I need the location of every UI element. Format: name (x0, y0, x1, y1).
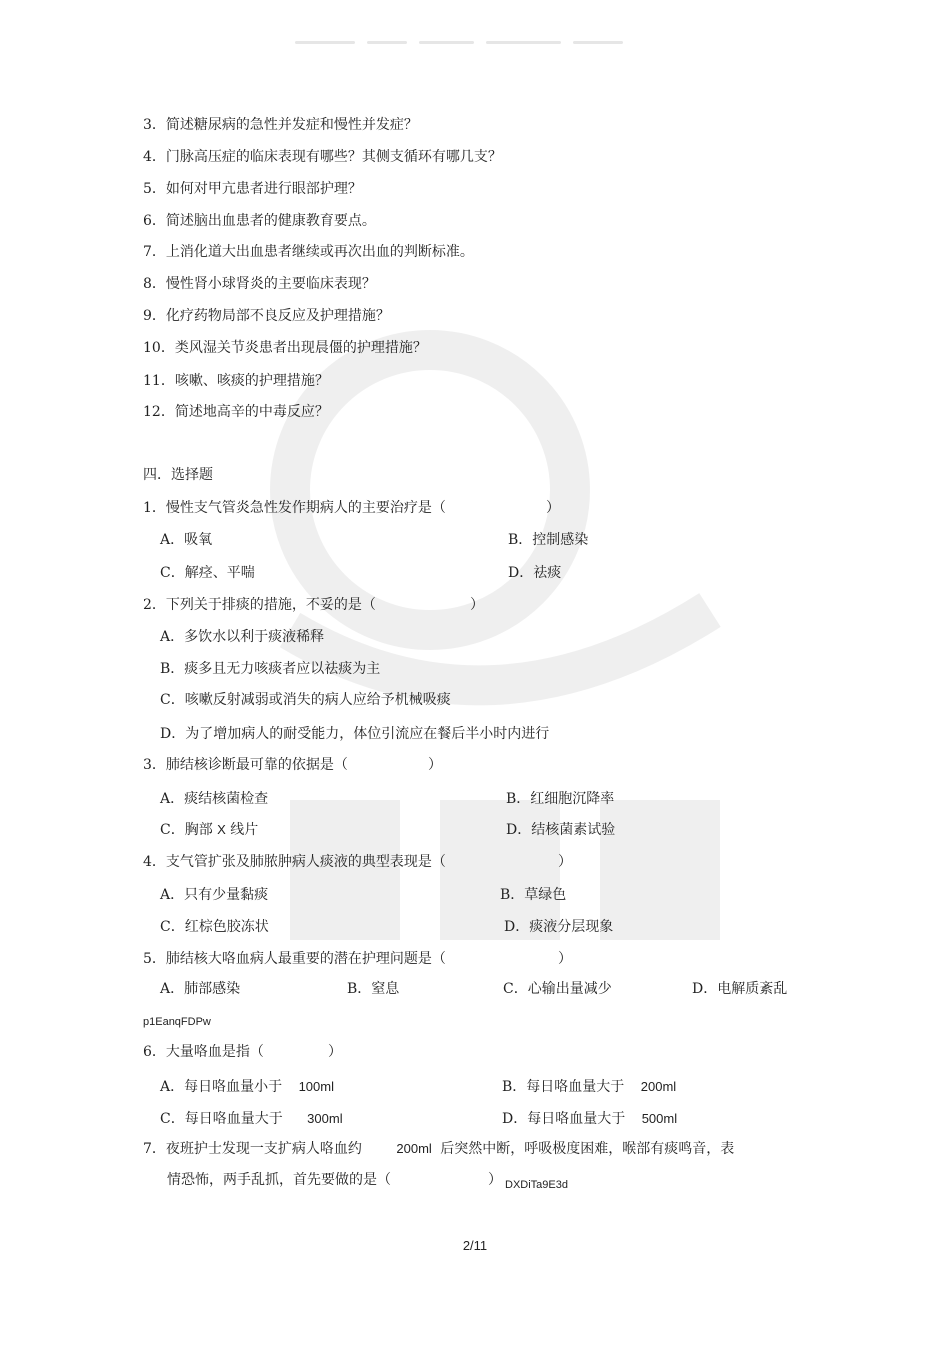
mc-q3-stem: 3．肺结核诊断最可靠的依据是（ (143, 757, 348, 773)
mc-q7-stem-line1 (143, 1140, 734, 1158)
page-number: 2/11 (462, 1238, 488, 1253)
question-8: 8．慢性肾小球肾炎的主要临床表现？ (143, 276, 376, 292)
mc-q3-option-c-pre: C．胸部 (160, 822, 213, 838)
question-12: 12．简述地高辛的中毒反应？ (143, 404, 329, 420)
mc-q6-option-a (160, 1078, 334, 1096)
mc-q5-option-b: B．窒息 (347, 981, 400, 997)
mc-q7-stem-value: 200ml (396, 1141, 432, 1156)
mc-q3-option-b: B．红细胞沉降率 (506, 791, 615, 807)
question-3: 3．简述糖尿病的急性并发症和慢性并发症？ (143, 117, 418, 133)
mc-q6-option-b-pre: B．每日咯血量大于 (502, 1079, 625, 1095)
mc-q6-option-b-value: 200ml (640, 1079, 677, 1094)
mc-q2-option-b: B．痰多且无力咳痰者应以祛痰为主 (160, 661, 381, 677)
section-title: 四．选择题 (143, 467, 213, 483)
mc-q6-close: ） (328, 1044, 342, 1060)
question-6: 6．简述脑出血患者的健康教育要点。 (143, 213, 376, 229)
mc-q5-stem: 5．肺结核大咯血病人最重要的潜在护理问题是（ (143, 951, 446, 967)
question-4: 4．门脉高压症的临床表现有哪些？其侧支循环有哪几支？ (143, 149, 502, 165)
mc-q6-option-a-value: 100ml (298, 1079, 334, 1094)
question-10: 10．类风湿关节炎患者出现晨僵的护理措施？ (143, 340, 427, 356)
mc-q1-option-a: A．吸氧 (160, 532, 213, 548)
mc-q2-stem: 2．下列关于排痰的措施，不妥的是（ (143, 597, 376, 613)
mc-q7-close: ） (488, 1172, 502, 1188)
mc-q4-close: ） (558, 854, 572, 870)
mc-q2-option-c: C．咳嗽反射减弱或消失的病人应给予机械吸痰 (160, 692, 451, 708)
mc-q6-option-c-pre: C．每日咯血量大于 (160, 1111, 283, 1127)
mc-q3-option-a: A．痰结核菌检查 (160, 791, 269, 807)
mc-q5-close: ） (558, 951, 572, 967)
mc-q4-option-b: B．草绿色 (500, 887, 567, 903)
mc-q4-option-d: D．痰液分层现象 (504, 919, 614, 935)
mc-q6-option-d-value: 500ml (641, 1111, 678, 1126)
mc-q7-stem-post: 后突然中断，呼吸极度困难，喉部有痰鸣音，表 (440, 1141, 735, 1157)
mc-q3-option-c (160, 821, 258, 839)
mc-q6-option-c (160, 1110, 343, 1128)
mc-q1-close: ） (546, 500, 560, 516)
question-9: 9．化疗药物局部不良反应及护理措施？ (143, 308, 390, 324)
mc-q3-option-c-x: X (217, 822, 226, 837)
mc-q2-option-a: A．多饮水以利于痰液稀释 (160, 629, 325, 645)
mc-q1-option-b: B．控制感染 (508, 532, 589, 548)
mc-q3-close: ） (428, 757, 442, 773)
mc-q1-option-c: C．解痉、平喘 (160, 565, 255, 581)
mc-q4-option-c: C．红棕色胶冻状 (160, 919, 269, 935)
mc-q1-option-d: D．祛痰 (508, 565, 562, 581)
question-5: 5．如何对甲亢患者进行眼部护理？ (143, 181, 362, 197)
mc-q6-option-b (502, 1078, 676, 1096)
mc-q3-option-d: D．结核菌素试验 (506, 822, 616, 838)
mc-q7-code: DXDiTa9E3d (505, 1179, 568, 1191)
mc-q6-option-c-value: 300ml (307, 1111, 343, 1126)
mc-q6-stem: 6．大量咯血是指（ (143, 1044, 264, 1060)
mc-q4-option-a: A．只有少量黏痰 (160, 887, 269, 903)
mc-q7-stem-line2: 情恐怖，两手乱抓，首先要做的是（ (167, 1172, 391, 1188)
mc-q1-stem: 1．慢性支气管炎急性发作期病人的主要治疗是（ (143, 500, 446, 516)
mc-q5-option-d: D．电解质紊乱 (692, 981, 788, 997)
mc-q3-option-c-post: 线片 (230, 822, 259, 838)
mc-q2-close: ） (470, 597, 484, 613)
mc-q6-option-d (502, 1110, 677, 1128)
faded-header (295, 32, 660, 42)
mc-q2-option-d: D．为了增加病人的耐受能力，体位引流应在餐后半小时内进行 (160, 726, 550, 742)
mc-q5-option-a: A．肺部感染 (160, 981, 241, 997)
question-7: 7．上消化道大出血患者继续或再次出血的判断标准。 (143, 244, 474, 260)
mc-q4-stem: 4．支气管扩张及肺脓肿病人痰液的典型表现是（ (143, 854, 446, 870)
mc-q7-stem-pre: 7．夜班护士发现一支扩病人咯血约 (143, 1141, 362, 1157)
mc-q5-option-c: C．心输出量减少 (503, 981, 612, 997)
mc-q5-code: p1EanqFDPw (143, 1016, 211, 1028)
mc-q6-option-a-pre: A．每日咯血量小于 (160, 1079, 283, 1095)
mc-q6-option-d-pre: D．每日咯血量大于 (502, 1111, 626, 1127)
question-11: 11．咳嗽、咳痰的护理措施？ (143, 373, 329, 389)
